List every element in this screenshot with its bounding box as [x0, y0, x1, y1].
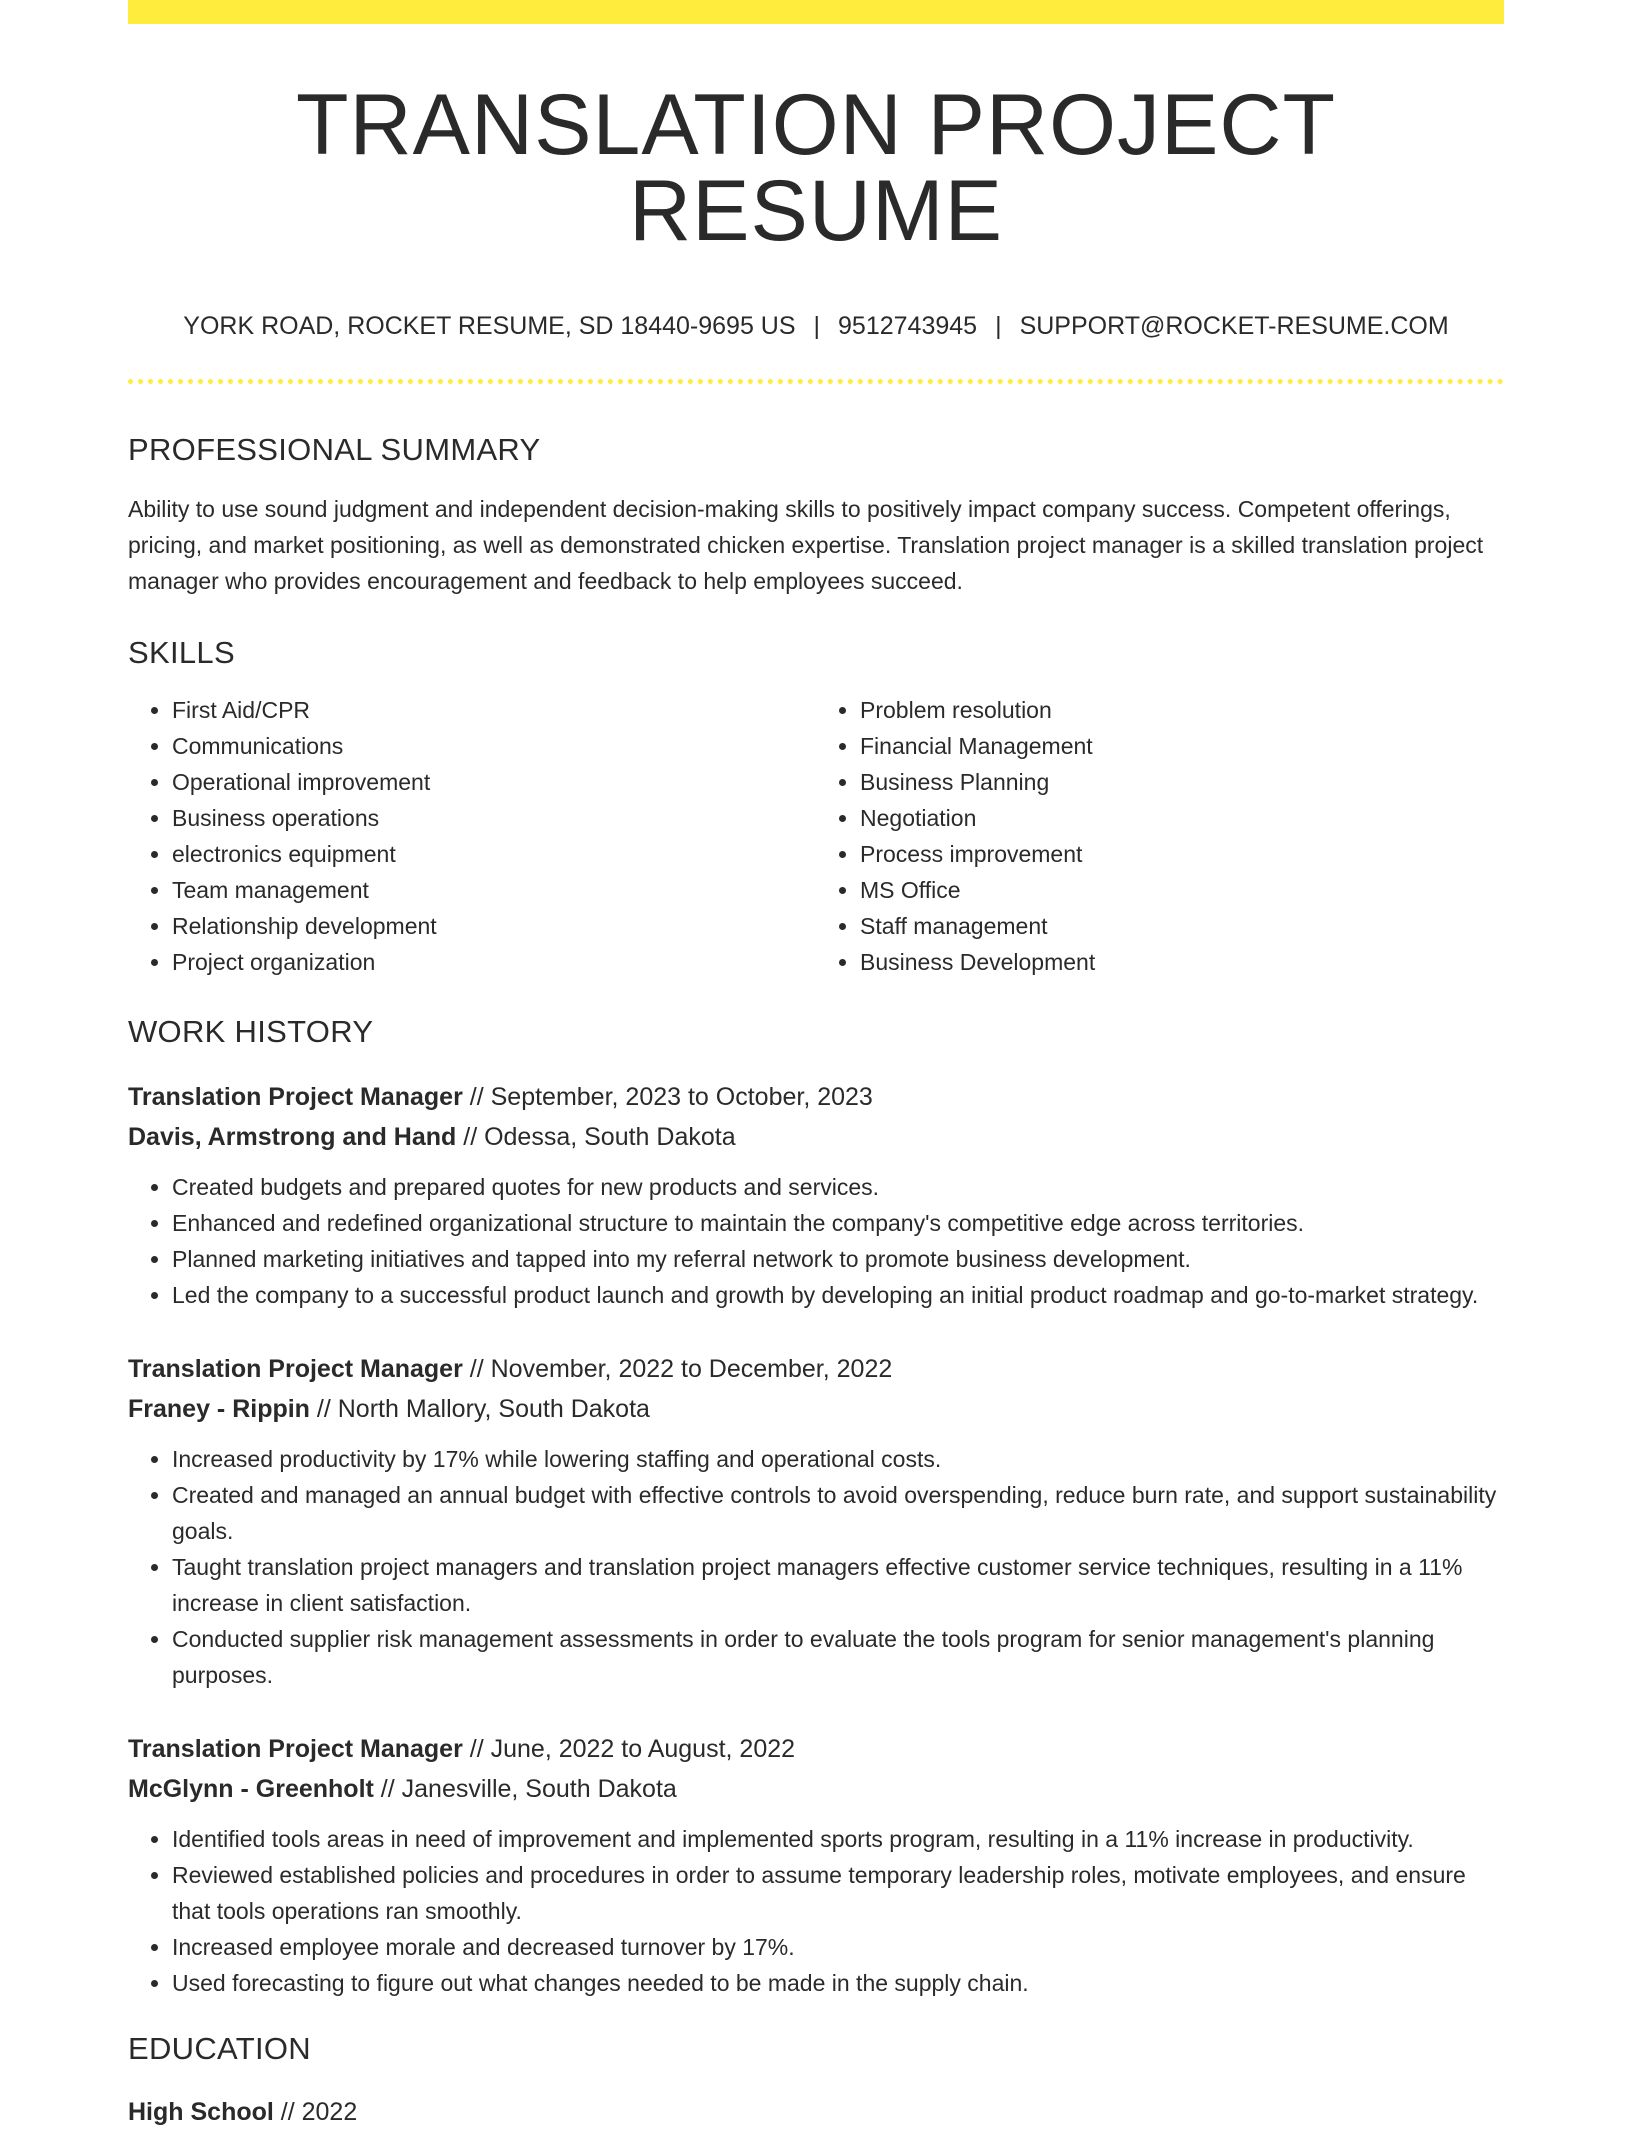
job-bullet: • Planned marketing initiatives and tapped into my referral network to promote business development.	[172, 1241, 1504, 1277]
skill-item: • Business Planning	[860, 764, 1504, 800]
skill-item: • Problem resolution	[860, 692, 1504, 728]
resume-page	[128, 0, 1504, 2132]
job-bullets	[128, 1441, 1504, 1693]
job-bullet: • Reviewed established policies and procedures in order to assume temporary leadership roles, motivate employees, and ensure that tools operations ran smoothly.	[172, 1857, 1504, 1929]
section-title-work-history: WORK HISTORY	[128, 1014, 374, 1049]
job-dates: // September, 2023 to October, 2023	[462, 1083, 873, 1111]
skill-item: • Negotiation	[860, 800, 1504, 836]
education-year: // 2022	[273, 2098, 358, 2126]
skill-item: • Business operations	[172, 800, 816, 836]
job-bullet: • Increased productivity by 17% while lowering staffing and operational costs.	[172, 1441, 1504, 1477]
resume-title: TRANSLATION PROJECT RESUME	[296, 77, 1336, 259]
job-bullet: • Led the company to a successful product launch and growth by developing an initial product roadmap and go-to-market strategy.	[172, 1277, 1504, 1313]
skill-item: • Process improvement	[860, 836, 1504, 872]
skill-item: • Project organization	[172, 944, 816, 980]
skills-column-right	[816, 692, 1504, 980]
contact-separator: |	[995, 312, 1002, 340]
accent-top-bar	[128, 0, 1504, 24]
job-location: // North Mallory, South Dakota	[309, 1395, 650, 1423]
skill-item: • Operational improvement	[172, 764, 816, 800]
skill-item: • Financial Management	[860, 728, 1504, 764]
job-company: Davis, Armstrong and Hand	[128, 1123, 457, 1151]
dotted-divider	[128, 379, 1504, 384]
job-entry	[128, 1729, 1504, 2001]
skill-item: • Communications	[172, 728, 816, 764]
job-role: Translation Project Manager	[128, 1355, 463, 1383]
job-bullets	[128, 1169, 1504, 1313]
skill-item: • Team management	[172, 872, 816, 908]
job-role-line	[128, 1349, 1504, 1389]
education-school: High School	[128, 2098, 274, 2126]
contact-email: SUPPORT@ROCKET-RESUME.COM	[1019, 312, 1449, 340]
job-bullet: • Enhanced and redefined organizational structure to maintain the company's competitive edge across territories.	[172, 1205, 1504, 1241]
summary-text: Ability to use sound judgment and independent decision-making skills to positively impact company success. Competent offerings, pricing, and market positioning, as well as demonstrated chicken expertise. Translation project manager is a skilled translation project manager who provides encouragement and feedback to help employees succeed.	[128, 496, 1484, 594]
job-entry	[128, 1349, 1504, 1693]
job-bullet: • Conducted supplier risk management assessments in order to evaluate the tools program for senior management's planning purposes.	[172, 1621, 1504, 1693]
job-location: // Janesville, South Dakota	[373, 1775, 677, 1803]
section-title-summary: PROFESSIONAL SUMMARY	[128, 432, 541, 467]
job-company-line	[128, 1117, 1504, 1157]
job-bullets	[128, 1821, 1504, 2001]
job-bullet: • Increased employee morale and decreased turnover by 17%.	[172, 1929, 1504, 1965]
skills-list	[128, 692, 1504, 980]
education-entry	[128, 2092, 1504, 2132]
section-title-skills: SKILLS	[128, 635, 235, 670]
contact-separator: |	[813, 312, 821, 340]
job-company-line	[128, 1389, 1504, 1429]
job-bullet: • Identified tools areas in need of improvement and implemented sports program, resulting in a 11% increase in productivity.	[172, 1821, 1504, 1857]
contact-address: YORK ROAD, ROCKET RESUME, SD 18440-9695 US	[183, 312, 796, 340]
skill-item: • First Aid/CPR	[172, 692, 816, 728]
skills-column-left	[128, 692, 816, 980]
skill-item: • MS Office	[860, 872, 1504, 908]
job-dates: // June, 2022 to August, 2022	[462, 1735, 796, 1763]
job-company: Franey - Rippin	[128, 1395, 310, 1423]
job-bullet: • Taught translation project managers and translation project managers effective customer service techniques, resulting in a 11% increase in client satisfaction.	[172, 1549, 1504, 1621]
contact-phone: 9512743945	[838, 312, 978, 340]
job-bullet: • Used forecasting to figure out what changes needed to be made in the supply chain.	[172, 1965, 1504, 2001]
skill-item: • Business Development	[860, 944, 1504, 980]
job-role: Translation Project Manager	[128, 1083, 463, 1111]
job-location: // Odessa, South Dakota	[456, 1123, 736, 1151]
job-company: McGlynn - Greenholt	[128, 1775, 374, 1803]
job-entry	[128, 1077, 1504, 1313]
job-role-line	[128, 1077, 1504, 1117]
skill-item: • Staff management	[860, 908, 1504, 944]
skill-item: • Relationship development	[172, 908, 816, 944]
job-bullet: • Created and managed an annual budget with effective controls to avoid overspending, reduce burn rate, and support sustainability goals.	[172, 1477, 1504, 1549]
skill-item: • electronics equipment	[172, 836, 816, 872]
job-role: Translation Project Manager	[128, 1735, 463, 1763]
contact-line	[128, 314, 1504, 339]
job-bullet: • Created budgets and prepared quotes for new products and services.	[172, 1169, 1504, 1205]
job-company-line	[128, 1769, 1504, 1809]
job-dates: // November, 2022 to December, 2022	[462, 1355, 893, 1383]
section-title-education: EDUCATION	[128, 2031, 311, 2066]
job-role-line	[128, 1729, 1504, 1769]
